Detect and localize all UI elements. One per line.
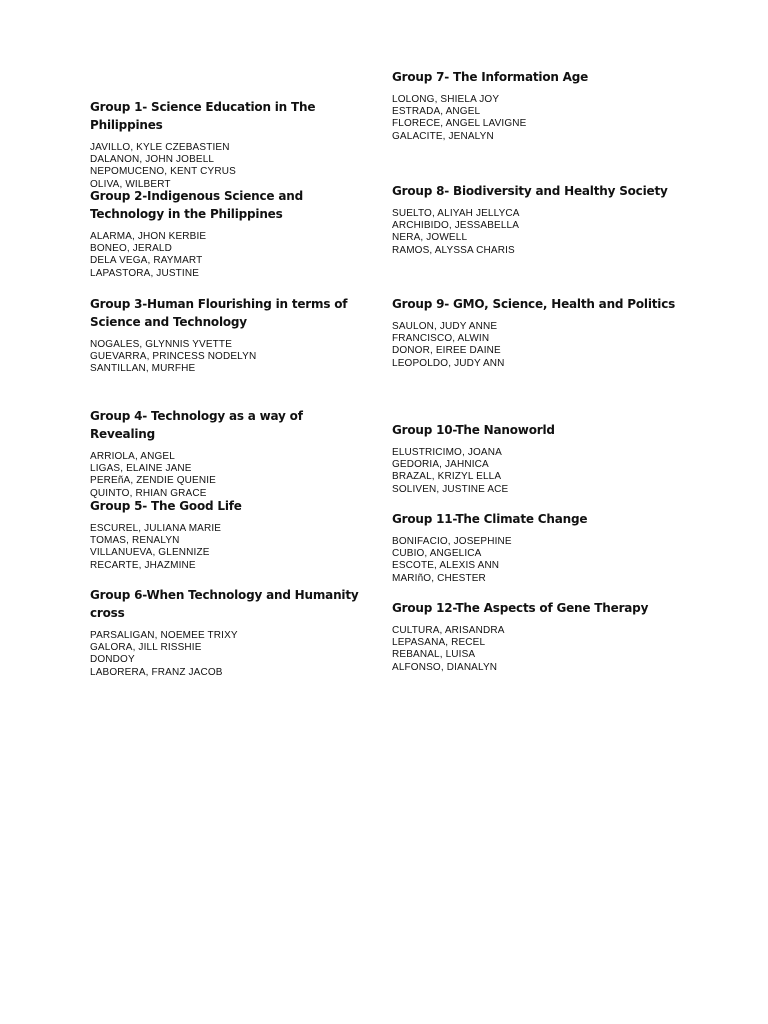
member-name: ARRIOLA, ANGEL [90,451,175,462]
member-name: DONOR, EIREE DAINE [392,345,501,357]
member-name: LAPASTORA, JUSTINE [90,267,200,279]
group-heading: Group 2-Indigenous Science and Technology in the Philippines [90,189,303,221]
member-name: BONEO, JERALD [90,243,172,255]
group-heading: Group 4- Technology as a way of Revealing [90,409,303,441]
member-list [90,231,370,280]
member-list [392,208,682,257]
member-name: ELUSTRICIMO, JOANA [392,447,502,458]
group-card-5 [90,497,370,572]
member-list [392,447,682,496]
member-list [90,142,370,191]
group-card-9 [392,295,682,370]
member-name: DALANON, JOHN JOBELL [90,154,215,166]
member-list [392,321,682,370]
member-name: ESCUREL, JULIANA MARIE [90,523,222,534]
member-name: OLIVA, WILBERT [90,178,171,190]
member-name: ALFONSO, DIANALYN [392,661,498,673]
member-name: REBANAL, LUISA [392,649,476,661]
member-name: ESTRADA, ANGEL [392,106,481,118]
member-name: RAMOS, ALYSSA CHARIS [392,244,515,256]
member-list [392,625,682,674]
group-heading: Group 7- The Information Age [392,70,589,84]
member-list [90,523,370,572]
member-name: GALORA, JILL RISSHIE [90,642,202,654]
group-card-12 [392,599,682,674]
member-name: SAULON, JUDY ANNE [392,321,498,332]
member-name: BONIFACIO, JOSEPHINE [392,536,512,547]
member-name: SANTILLAN, MURFHE [90,363,196,375]
group-heading: Group 6-When Technology and Humanity cross [90,588,359,620]
member-name: LEPASANA, RECEL [392,637,486,649]
member-name: LEOPOLDO, JUDY ANN [392,357,505,369]
member-name: ALARMA, JHON KERBIE [90,231,207,242]
member-name: GUEVARRA, PRINCESS NODELYN [90,351,257,363]
group-heading: Group 11-The Climate Change [392,512,588,526]
member-list [392,94,682,143]
member-name: BRAZAL, KRIZYL ELLA [392,471,502,483]
member-list [392,536,682,585]
group-heading: Group 5- The Good Life [90,499,242,513]
group-heading: Group 9- GMO, Science, Health and Politics [392,297,676,311]
member-list [90,451,370,500]
group-heading: Group 1- Science Education in The Philippines [90,100,316,132]
member-name: LOLONG, SHIELA JOY [392,94,500,105]
member-name: GEDORIA, JAHNICA [392,459,489,471]
member-name: DONDOY [90,654,135,666]
member-name: GALACITE, JENALYN [392,130,494,142]
member-name: CULTURA, ARISANDRA [392,625,505,636]
member-name: CUBIO, ANGELICA [392,548,482,560]
member-name: QUINTO, RHIAN GRACE [90,487,207,499]
group-card-8 [392,182,682,257]
member-name: PEREñA, ZENDIE QUENIE [90,475,216,487]
group-heading: Group 10-The Nanoworld [392,423,555,437]
member-name: ESCOTE, ALEXIS ANN [392,560,500,572]
member-list [90,339,370,376]
group-card-6 [90,586,370,679]
member-name: SOLIVEN, JUSTINE ACE [392,483,509,495]
member-name: PARSALIGAN, NOEMEE TRIXY [90,630,238,641]
member-name: VILLANUEVA, GLENNIZE [90,547,210,559]
group-heading: Group 8- Biodiversity and Healthy Society [392,184,668,198]
member-name: NERA, JOWELL [392,232,468,244]
group-heading: Group 12-The Aspects of Gene Therapy [392,601,649,615]
member-name: NOGALES, GLYNNIS YVETTE [90,339,233,350]
member-name: LABORERA, FRANZ JACOB [90,666,223,678]
member-name: NEPOMUCENO, KENT CYRUS [90,166,236,178]
member-name: DELA VEGA, RAYMART [90,255,203,267]
member-name: FRANCISCO, ALWIN [392,333,490,345]
member-name: SUELTO, ALIYAH JELLYCA [392,208,520,219]
group-card-1 [90,98,370,191]
group-card-11 [392,510,682,585]
group-card-10 [392,421,682,496]
member-name: RECARTE, JHAZMINE [90,559,196,571]
group-card-3 [90,295,370,376]
group-card-7 [392,68,682,143]
member-name: JAVILLO, KYLE CZEBASTIEN [90,142,230,153]
member-name: LIGAS, ELAINE JANE [90,463,192,475]
member-name: ARCHIBIDO, JESSABELLA [392,220,520,232]
member-list [90,630,370,679]
member-name: MARIñO, CHESTER [392,572,486,584]
group-card-4 [90,407,370,500]
member-name: FLORECE, ANGEL LAVIGNE [392,118,527,130]
member-name: TOMAS, RENALYN [90,535,180,547]
group-card-2 [90,187,370,280]
group-heading: Group 3-Human Flourishing in terms of Science and Technology [90,297,348,329]
